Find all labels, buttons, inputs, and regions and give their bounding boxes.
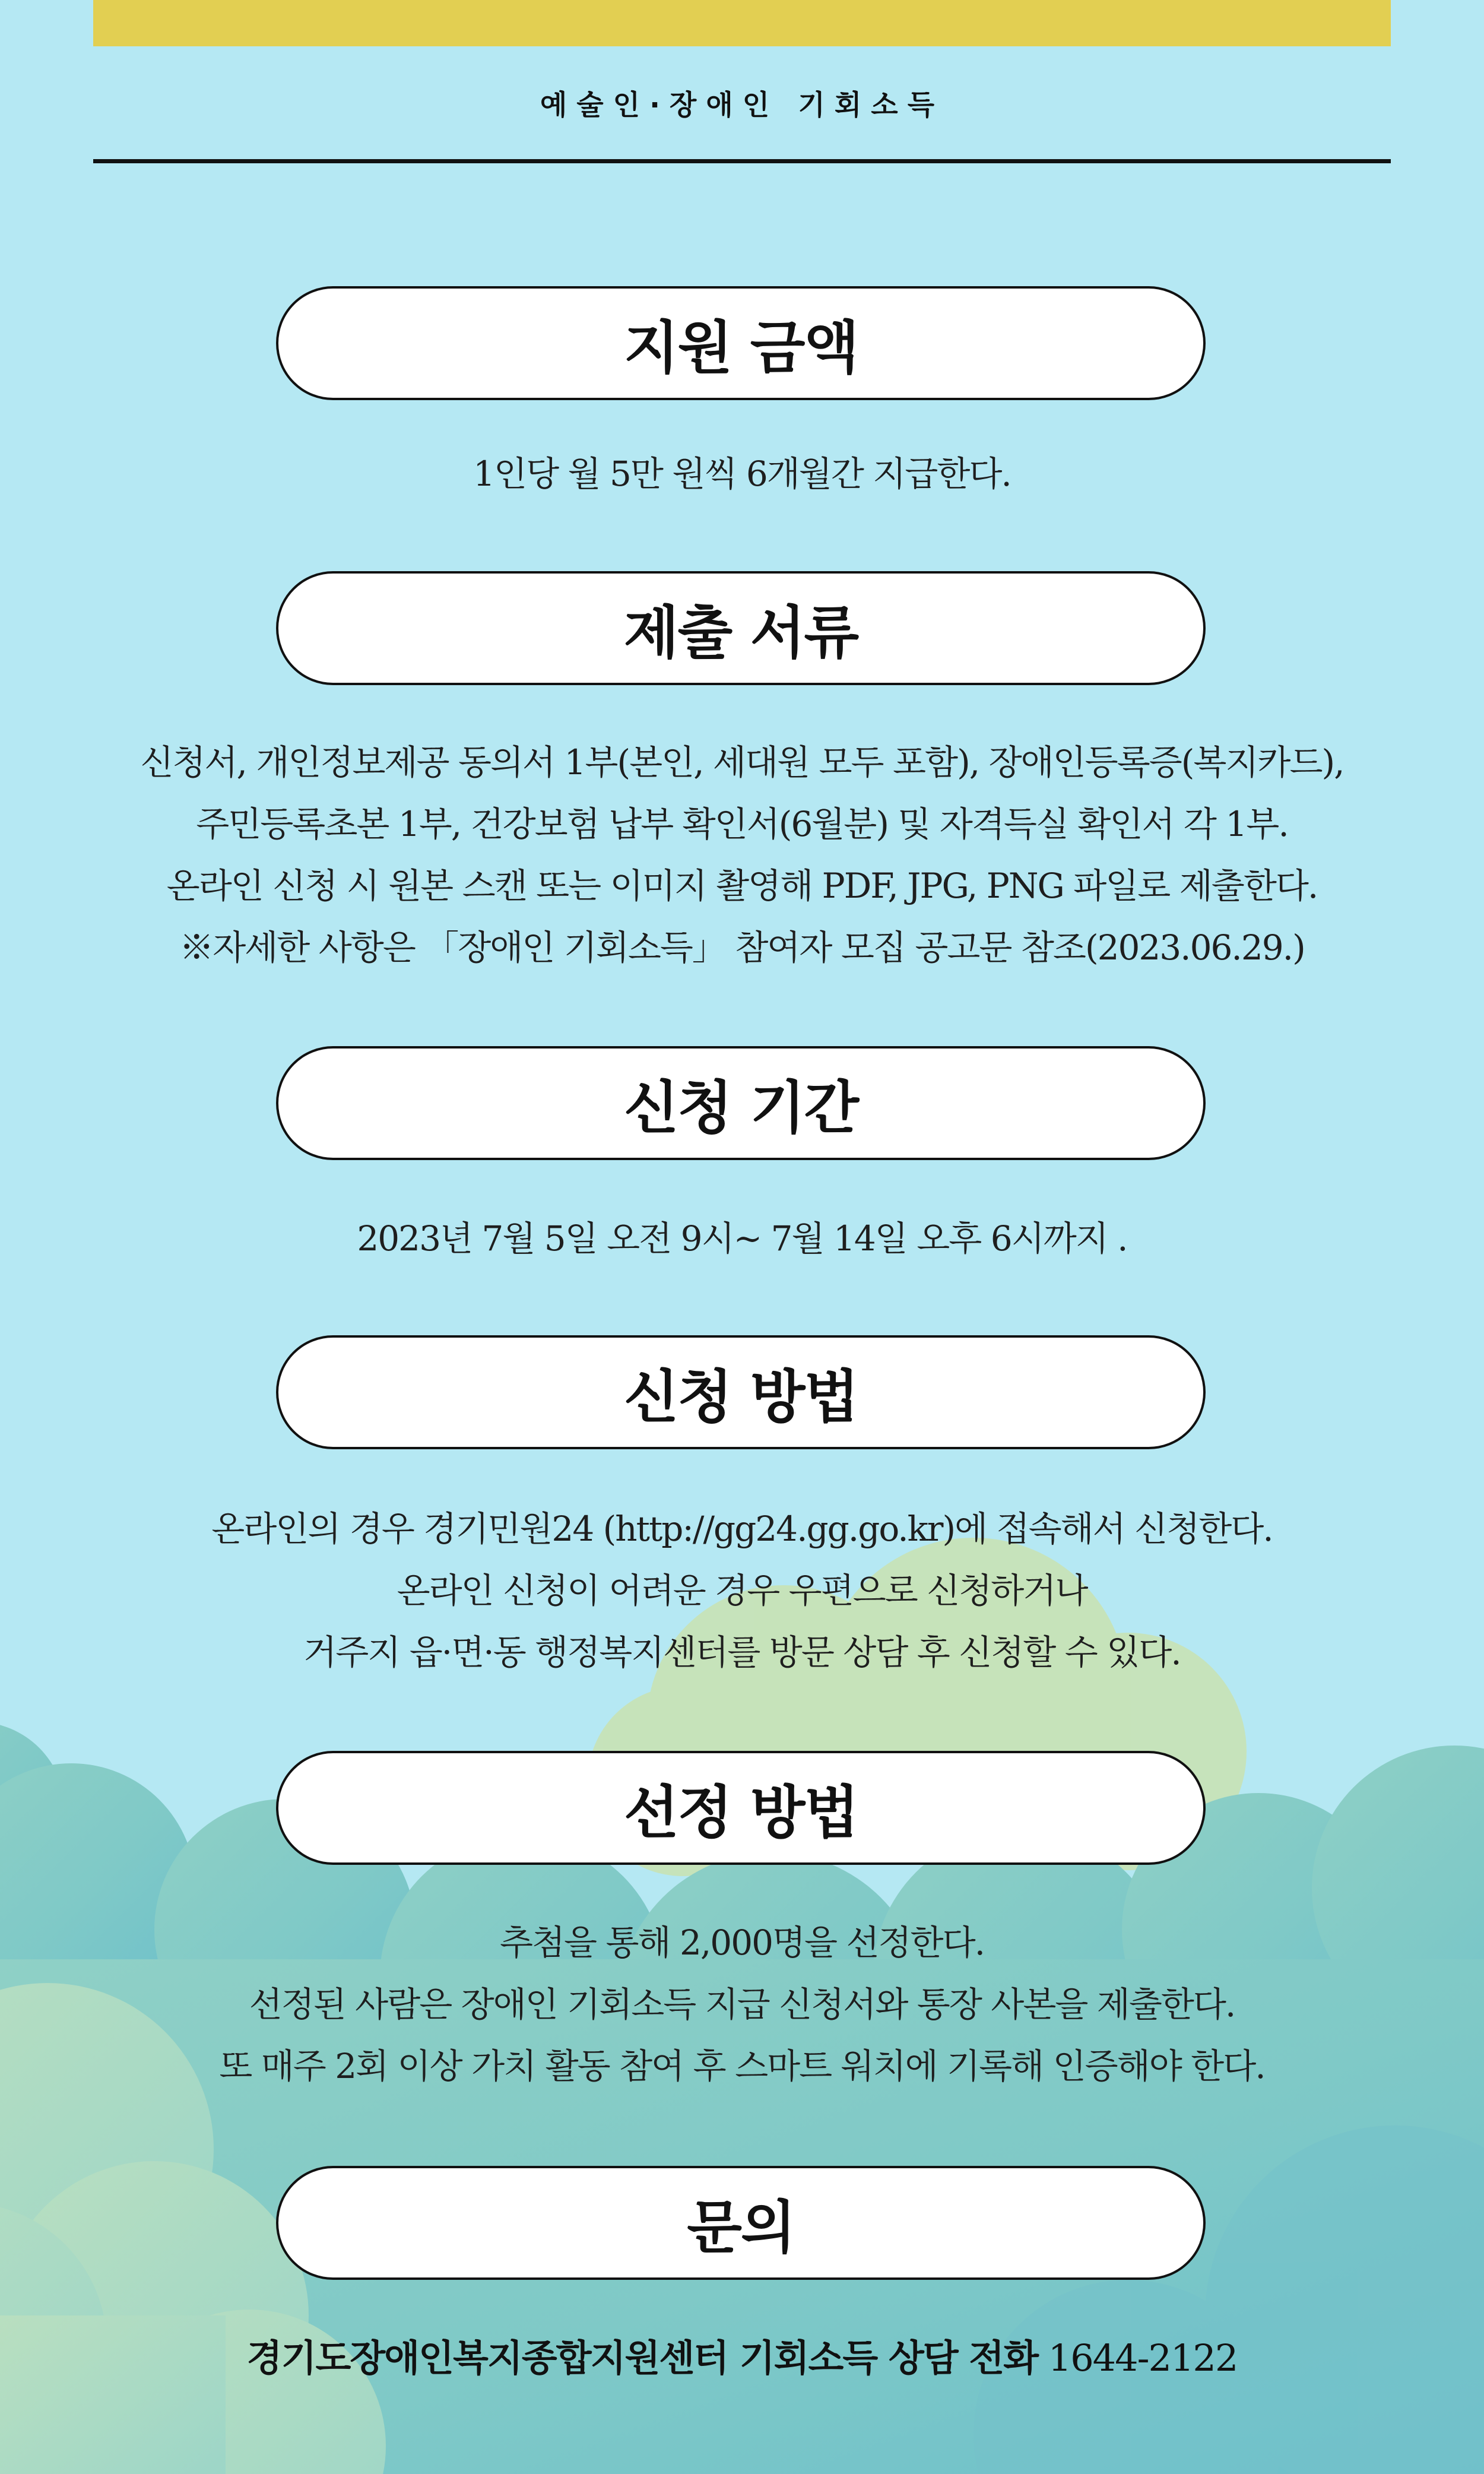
body-line: 선정된 사람은 장애인 기회소득 지급 신청서와 통장 사본을 제출한다. (249, 1984, 1235, 2025)
contact-phone: 1644-2122 (1048, 2336, 1238, 2380)
body-line: 온라인 신청이 어려운 경우 우편으로 신청하거나 (397, 1570, 1087, 1611)
section-heading: 신청 기간 (623, 1074, 858, 1141)
body-line: 2023년 7월 5일 오전 9시~ 7월 14일 오후 6시까지 . (357, 1218, 1127, 1259)
section-body (59, 731, 1425, 978)
section-heading: 지원 금액 (623, 314, 858, 381)
body-line: 온라인 신청 시 원본 스캔 또는 이미지 촬영해 PDF, JPG, PNG 파일로 제출한다. (166, 866, 1318, 906)
section-body (59, 1208, 1425, 1269)
body-line: 신청서, 개인정보제공 동의서 1부(본인, 세대원 모두 포함), 장애인등록증(복지카드), (140, 742, 1344, 783)
section-heading-pill (276, 1335, 1206, 1449)
section-heading-pill (276, 2166, 1206, 2280)
body-line: 추첨을 통해 2,000명을 선정한다. (499, 1922, 985, 1963)
section-heading-pill (276, 571, 1206, 685)
body-line: 또 매주 2회 이상 가치 활동 참여 후 스마트 워치에 기록해 인증해야 한다. (219, 2046, 1265, 2086)
body-line: 거주지 읍·면·동 행정복지센터를 방문 상담 후 신청할 수 있다. (303, 1632, 1181, 1672)
section-body (59, 1912, 1425, 2097)
section-heading: 선정 방법 (623, 1779, 858, 1846)
header-title: 예술인·장애인 기회소득 (540, 89, 944, 122)
section-body (59, 443, 1425, 505)
body-line: 주민등록초본 1부, 건강보험 납부 확인서(6월분) 및 자격득실 확인서 각 1부. (196, 804, 1288, 844)
section-heading-pill (276, 1751, 1206, 1865)
contact-line (59, 2327, 1425, 2389)
section-heading: 문의 (687, 2194, 795, 2261)
section-body (59, 1498, 1425, 1683)
section-heading-pill (276, 286, 1206, 400)
body-line: 1인당 월 5만 원씩 6개월간 지급한다. (473, 454, 1011, 494)
section-heading: 신청 방법 (623, 1363, 858, 1430)
body-line: 온라인의 경우 경기민원24 (http://gg24.gg.go.kr)에 접속해서 신청한다. (211, 1509, 1273, 1549)
body-line: ※자세한 사항은 「장애인 기회소득」 참여자 모집 공고문 참조(2023.06.29.) (179, 927, 1305, 968)
contact-organization: 경기도장애인복지종합지원센터 기회소득 상담 전화 (246, 2336, 1038, 2380)
section-heading-pill (276, 1046, 1206, 1160)
section-heading: 제출 서류 (623, 599, 858, 666)
